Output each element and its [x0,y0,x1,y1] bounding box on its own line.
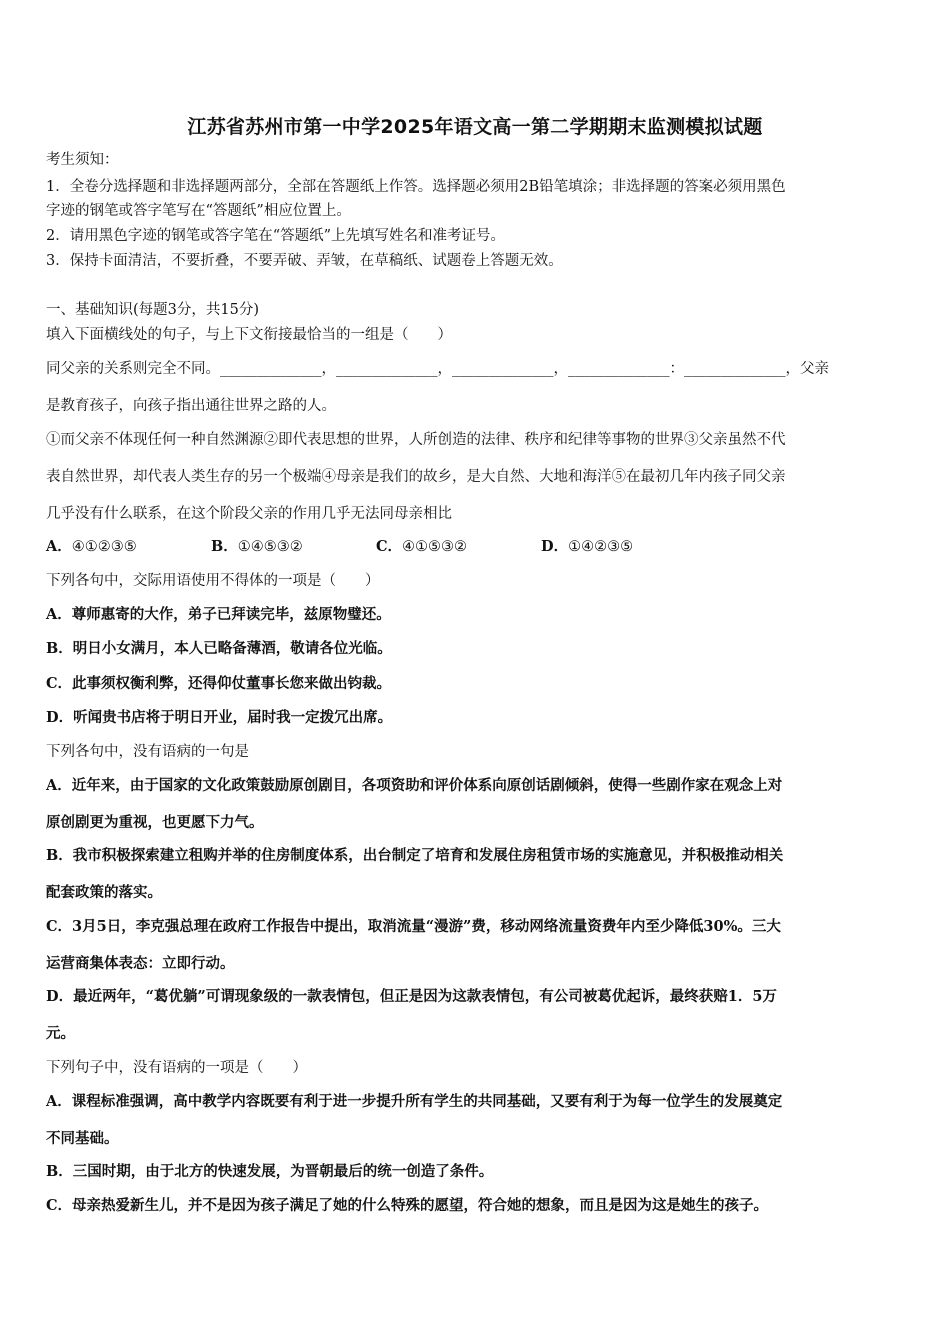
passage-line: 几乎没有什么联系，在这个阶段父亲的作用几乎无法同母亲相比 [46,506,452,522]
notice-heading: 考生须知： [46,152,119,168]
option-c[interactable]: C．3月5日，李克强总理在政府工作报告中提出，取消流量“漫游”费，移动网络流量资费年内至少降低30%。三大 [46,918,781,935]
option-text: ④①②③⑤ [71,539,137,555]
option-text: ①④②③⑤ [568,539,634,555]
option-a-continued: 不同基础。 [46,1130,119,1147]
passage-line: ①而父亲不体现任何一种自然渊源②即代表思想的世界，人所创造的法律、秩序和纪律等事物的世界③父亲虽然不代 [46,432,786,448]
option-b[interactable]: B．三国时期，由于北方的快速发展，为晋朝最后的统一创造了条件。 [46,1163,494,1180]
option-c-continued: 运营商集体表态：立即行动。 [46,955,235,972]
option-d[interactable]: D．最近两年，“葛优躺”可谓现象级的一款表情包，但正是因为这款表情包，有公司被葛优起诉，最终获赔1．5万 [46,988,777,1005]
option-key: C． [376,538,403,555]
option-b[interactable]: B．明日小女满月，本人已略备薄酒，敬请各位光临。 [46,640,392,657]
notice-item: 字迹的钢笔或答字笔写在“答题纸”相应位置上。 [46,203,351,219]
option-key: B． [211,538,238,555]
option-a[interactable]: A．课程标准强调，高中教学内容既要有利于进一步提升所有学生的共同基础，又要有利于为每一位学生的发展奠定 [46,1093,783,1110]
option-a[interactable] [46,537,137,557]
question-stem: 填入下面横线处的句子，与上下文衔接最恰当的一组是（ ） [46,327,452,343]
passage-line: 是教育孩子，向孩子指出通往世界之路的人。 [46,398,336,414]
option-key: D． [541,538,569,555]
answer-options [46,537,746,559]
option-a[interactable]: A．尊师惠寄的大作，弟子已拜读完毕，兹原物璧还。 [46,606,391,623]
question-stem: 下列各句中，交际用语使用不得体的一项是（ ） [46,573,380,589]
option-a[interactable]: A．近年来，由于国家的文化政策鼓励原创剧目，各项资助和评价体系向原创话剧倾斜，使得一些剧作家在观念上对 [46,777,783,794]
option-d-continued: 元。 [46,1025,75,1042]
option-b[interactable]: B．我市积极探索建立租购并举的住房制度体系，出台制定了培育和发展住房租赁市场的实施意见，并积极推动相关 [46,847,784,864]
option-d[interactable]: D．听闻贵书店将于明日开业，届时我一定拨冗出席。 [46,709,393,726]
option-c[interactable]: C．此事须权衡利弊，还得仰仗董事长您来做出钧裁。 [46,675,392,692]
notice-item: 1．全卷分选择题和非选择题两部分，全部在答题纸上作答。选择题必须用2B铅笔填涂；非选择题的答案必须用黑色 [46,179,786,195]
notice-item: 2．请用黑色字迹的钢笔或答字笔在“答题纸”上先填写姓名和准考证号。 [46,228,506,244]
passage-line: 同父亲的关系则完全不同。______________，______________，______________，______________：______________，父亲 [46,361,829,377]
question-stem: 下列各句中，没有语病的一句是 [46,744,249,760]
section-heading: 一、基础知识(每题3分，共15分) [46,302,259,318]
option-d[interactable] [541,537,633,557]
option-text: ④①⑤③② [402,539,468,555]
option-b[interactable] [211,537,303,557]
page-title: 江苏省苏州市第一中学2025年语文高一第二学期期末监测模拟试题 [187,116,763,138]
option-key: A． [46,538,72,555]
option-c[interactable]: C．母亲热爱新生儿，并不是因为孩子满足了她的什么特殊的愿望，符合她的想象，而且是因为这是她生的孩子。 [46,1197,769,1214]
question-stem: 下列句子中，没有语病的一项是（ ） [46,1060,307,1076]
passage-line: 表自然世界，却代表人类生存的另一个极端④母亲是我们的故乡，是大自然、大地和海洋⑤在最初几年内孩子同父亲 [46,469,786,485]
option-c[interactable] [376,537,467,557]
option-text: ①④⑤③② [237,539,303,555]
option-b-continued: 配套政策的落实。 [46,884,162,901]
notice-item: 3．保持卡面清洁，不要折叠，不要弄破、弄皱，在草稿纸、试题卷上答题无效。 [46,253,563,269]
option-a-continued: 原创剧更为重视，也更愿下力气。 [46,814,264,831]
